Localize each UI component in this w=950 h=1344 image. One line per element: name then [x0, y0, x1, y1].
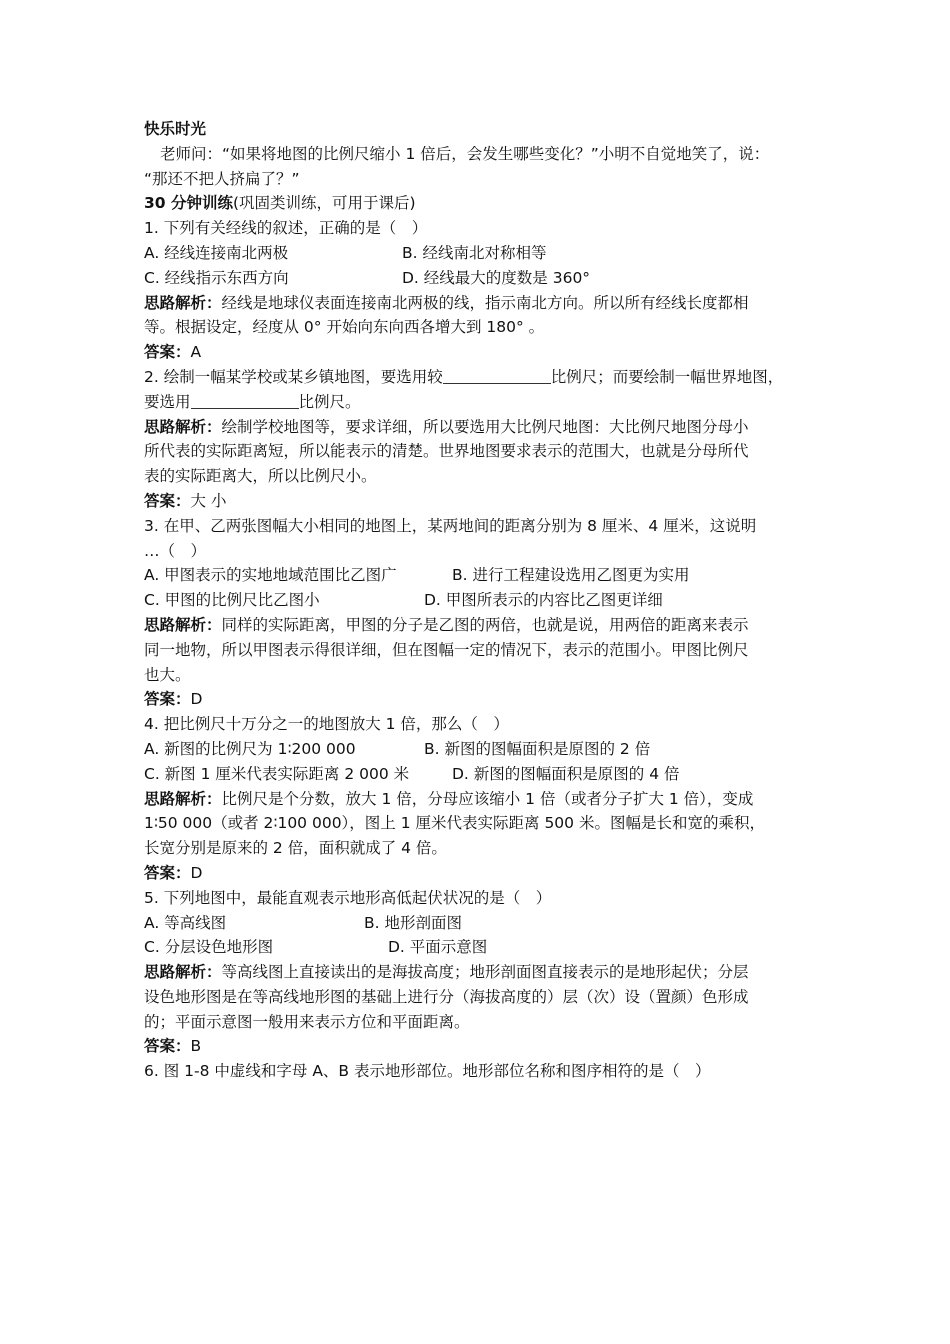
- analysis-text: 等高线图上直接读出的是海拔高度；地形剖面图直接表示的是地形起伏；分层: [221, 963, 749, 982]
- answer-value: 大 小: [190, 491, 227, 510]
- stem-text: 比例尺；而要绘制一幅世界地图，: [550, 367, 784, 386]
- option-row: [144, 563, 814, 588]
- answer-label: 答案：: [144, 690, 191, 709]
- question-stem: [144, 390, 814, 415]
- option-b: B. 进行工程建设选用乙图更为实用: [452, 566, 690, 585]
- analysis-line: [144, 960, 814, 985]
- answer-line: [144, 861, 814, 886]
- answer-label: 答案：: [144, 1037, 191, 1056]
- analysis-label: 思路解析：: [144, 293, 222, 312]
- analysis-line: 等。根据设定，经度从 0° 开始向东向西各增大到 180° 。: [144, 318, 545, 337]
- option-c: C. 新图 1 厘米代表实际距离 2 000 米: [144, 764, 410, 783]
- question-stem: [144, 365, 814, 390]
- option-a: A. 经线连接南北两极: [144, 243, 289, 262]
- section-title-training: [144, 191, 814, 216]
- stem-text: 比例尺。: [298, 392, 361, 411]
- option-row: [144, 266, 814, 291]
- option-a: A. 等高线图: [144, 913, 227, 932]
- option-row: [144, 241, 814, 266]
- question-stem: 5. 下列地图中，最能直观表示地形高低起伏状况的是（ ）: [144, 888, 552, 907]
- option-d: D. 新图的图幅面积是原图的 4 倍: [452, 764, 680, 783]
- answer-value: D: [190, 863, 203, 882]
- paragraph-line: 老师问：“如果将地图的比例尺缩小 1 倍后，会发生哪些变化？”小明不自觉地笑了，说：: [160, 144, 770, 163]
- analysis-label: 思路解析：: [144, 615, 222, 634]
- option-c: C. 分层设色地形图: [144, 938, 274, 957]
- option-row: [144, 911, 814, 936]
- analysis-line: 也大。: [144, 665, 191, 684]
- option-b: B. 地形剖面图: [364, 913, 462, 932]
- option-a: A. 甲图表示的实地地域范围比乙图广: [144, 566, 397, 585]
- option-c: C. 甲图的比例尺比乙图小: [144, 591, 320, 610]
- answer-line: [144, 687, 814, 712]
- analysis-text: 比例尺是个分数，放大 1 倍，分母应该缩小 1 倍（或者分子扩大 1 倍），变成: [221, 789, 754, 808]
- section-title-note: (巩固类训练，可用于课后): [232, 194, 416, 213]
- option-b: B. 新图的图幅面积是原图的 2 倍: [424, 739, 651, 758]
- analysis-label: 思路解析：: [144, 417, 222, 436]
- option-row: [144, 762, 814, 787]
- analysis-line: [144, 291, 814, 316]
- question-stem: 4. 把比例尺十万分之一的地图放大 1 倍，那么（ ）: [144, 715, 509, 734]
- analysis-line: 长宽分别是原来的 2 倍，面积就成了 4 倍。: [144, 839, 447, 858]
- analysis-line: 的；平面示意图一般用来表示方位和平面距离。: [144, 1012, 470, 1031]
- analysis-line: 表的实际距离大，所以比例尺小。: [144, 467, 377, 486]
- answer-line: [144, 1034, 814, 1059]
- analysis-line: 同一地物，所以甲图表示得很详细，但在图幅一定的情况下，表示的范围小。甲图比例尺: [144, 640, 749, 659]
- answer-blank[interactable]: [443, 367, 551, 384]
- option-b: B. 经线南北对称相等: [402, 243, 547, 262]
- answer-value: A: [190, 343, 202, 362]
- answer-blank[interactable]: [191, 392, 299, 409]
- option-d: D. 平面示意图: [388, 938, 488, 957]
- question-stem: 3. 在甲、乙两张图幅大小相同的地图上，某两地间的距离分别为 8 厘米、4 厘米，这说明: [144, 516, 757, 535]
- question-stem: 6. 图 1-8 中虚线和字母 A、B 表示地形部位。地形部位名称和图序相符的是（ ）: [144, 1062, 711, 1081]
- answer-label: 答案：: [144, 863, 191, 882]
- analysis-text: 绘制学校地图等，要求详细，所以要选用大比例尺地图：大比例尺地图分母小: [221, 417, 749, 436]
- answer-value: B: [190, 1037, 202, 1056]
- answer-label: 答案：: [144, 343, 191, 362]
- option-a: A. 新图的比例尺为 1∶200 000: [144, 739, 356, 758]
- answer-value: D: [190, 690, 203, 709]
- analysis-line: 所代表的实际距离短，所以能表示的清楚。世界地图要求表示的范围大，也就是分母所代: [144, 442, 749, 461]
- stem-text: 要选用: [144, 392, 191, 411]
- answer-line: [144, 340, 814, 365]
- analysis-text: 同样的实际距离，甲图的分子是乙图的两倍，也就是说，用两倍的距离来表示: [221, 615, 749, 634]
- option-row: [144, 588, 814, 613]
- option-d: D. 经线最大的度数是 360°: [402, 268, 591, 287]
- paragraph-line: “那还不把人挤扁了？”: [144, 169, 300, 188]
- analysis-label: 思路解析：: [144, 789, 222, 808]
- option-d: D. 甲图所表示的内容比乙图更详细: [424, 591, 663, 610]
- analysis-text: 经线是地球仪表面连接南北两极的线，指示南北方向。所以所有经线长度都相: [221, 293, 749, 312]
- analysis-line: 设色地形图是在等高线地形图的基础上进行分（海拔高度的）层（次）设（置颜）色形成: [144, 987, 749, 1006]
- option-row: [144, 737, 814, 762]
- answer-line: [144, 489, 814, 514]
- question-stem: 1. 下列有关经线的叙述，正确的是（ ）: [144, 219, 428, 238]
- document-content: [144, 117, 814, 1084]
- analysis-line: [144, 787, 814, 812]
- analysis-line: [144, 613, 814, 638]
- analysis-label: 思路解析：: [144, 963, 222, 982]
- question-stem: …（ ）: [144, 541, 207, 560]
- analysis-line: [144, 415, 814, 440]
- section-title-happy: 快乐时光: [144, 120, 207, 138]
- stem-text: 2. 绘制一幅某学校或某乡镇地图，要选用较: [144, 367, 443, 386]
- option-row: [144, 935, 814, 960]
- analysis-line: 1∶50 000（或者 2∶100 000），图上 1 厘米代表实际距离 500 米。图幅是长和宽的乘积，: [144, 814, 765, 833]
- option-c: C. 经线指示东西方向: [144, 268, 289, 287]
- section-title-bold: 30 分钟训练: [144, 194, 233, 213]
- answer-label: 答案：: [144, 491, 191, 510]
